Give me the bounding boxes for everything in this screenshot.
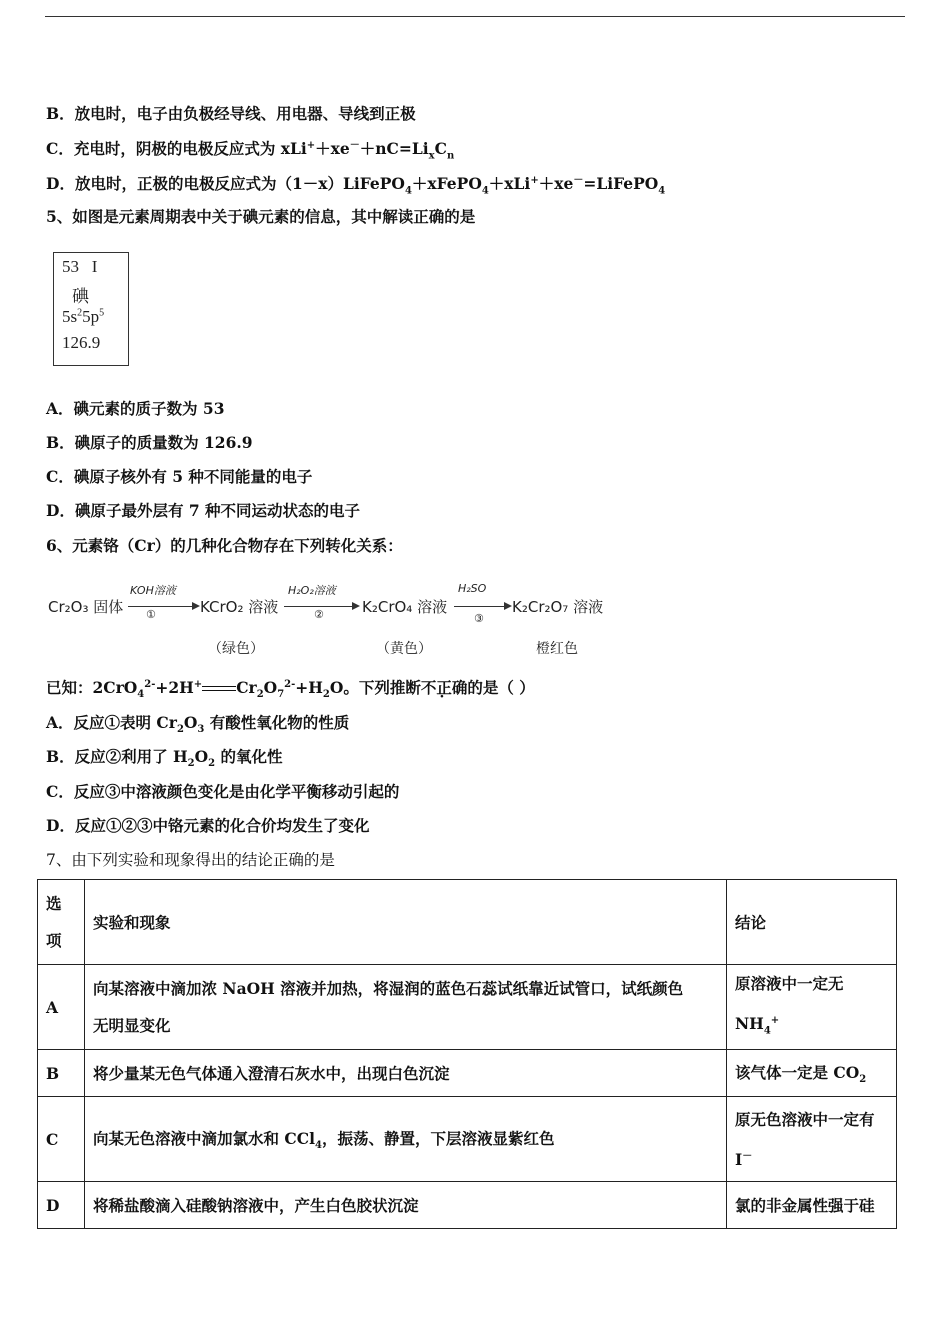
electron-config: [62, 307, 104, 327]
arrow-label-2: H₂O₂溶液: [288, 584, 336, 597]
row-conclusion: [727, 965, 897, 1050]
species-k2cr2o7: K₂Cr₂O₇ 溶液: [512, 598, 604, 616]
config-part: 5s: [62, 307, 78, 326]
subscript: 2: [322, 689, 330, 701]
option-text: ＋xe: [538, 174, 574, 194]
subscript: 2: [859, 1074, 867, 1086]
row-conclusion: [727, 1050, 897, 1097]
option-text: =LiFePO: [583, 174, 659, 194]
superscript: －: [742, 1150, 753, 1162]
row-conclusion: [727, 1097, 897, 1182]
row-key: A: [38, 965, 85, 1050]
arrow-3: [454, 606, 510, 607]
cell-text: 向某溶液中滴加浓 NaOH 溶液并加热，将湿润的蓝色石蕊试纸靠近试管口，试纸颜色: [93, 979, 684, 999]
option-text: ＋xLi: [488, 174, 531, 194]
known-text: O: [263, 678, 278, 697]
subscript: 4: [481, 185, 489, 197]
prev-option-b: [46, 102, 416, 124]
cell-text: ，振荡、静置，下层溶液显紫红色: [321, 1129, 555, 1149]
q5-option-c: C．碘原子核外有 5 种不同能量的电子: [46, 467, 313, 486]
subscript: 2: [256, 689, 264, 701]
superscript: 2-: [144, 678, 156, 690]
species-k2cro4: K₂CrO₄ 溶液: [362, 598, 448, 616]
cr-conversion-scheme: [46, 578, 626, 658]
q7-stem: 7、由下列实验和现象得出的结论正确的是: [46, 851, 335, 869]
question-text: 6、元素铬（Cr）的几种化合物存在下列转化关系：: [46, 536, 403, 555]
option-text: B．放电时，电子由负极经导线、用电器、导线到正极: [46, 104, 416, 123]
emphasis-text: 不正确: [420, 678, 468, 697]
superscript: 2-: [284, 678, 296, 690]
q5-option-b: B．碘原子的质量数为 126.9: [46, 433, 253, 452]
element-number-symbol: [62, 257, 97, 277]
row-conclusion: 氯的非金属性强于硅: [727, 1182, 897, 1229]
subscript: 4: [404, 185, 412, 197]
cell-text: 原溶液中一定无: [735, 974, 844, 993]
table-row: [38, 1050, 897, 1097]
header-text: 选: [46, 894, 62, 913]
header-rule: [45, 16, 905, 17]
subscript: x: [428, 150, 435, 162]
header-option: [38, 880, 85, 965]
header-conclusion: 结论: [727, 880, 897, 965]
arrow-number-3: ③: [474, 612, 484, 625]
superscript: －: [573, 175, 584, 186]
option-text: ＋nC=Li: [359, 139, 429, 159]
row-experiment: [85, 965, 727, 1050]
q5-option-a: A．碘元素的质子数为 53: [46, 399, 225, 418]
arrow-2: [284, 606, 358, 607]
row-experiment: 将少量某无色气体通入澄清石灰水中，出现白色沉淀: [85, 1050, 727, 1097]
row-key: B: [38, 1050, 85, 1097]
cell-text: 原无色溶液中一定有: [735, 1109, 875, 1129]
atomic-mass: 126.9: [62, 333, 101, 352]
q7-table: [37, 879, 897, 1229]
option-text: ＋xe: [315, 139, 350, 159]
table-row: [38, 1182, 897, 1229]
superscript: +: [306, 140, 316, 151]
q6-stem: [46, 534, 403, 556]
subscript: 2: [208, 758, 216, 770]
subscript: 4: [658, 185, 666, 197]
arrow-number-2: ②: [314, 608, 324, 621]
q6-option-a: [46, 711, 349, 735]
known-text: Cr: [236, 678, 257, 697]
option-text: C: [434, 139, 447, 159]
cell-text: 无明显变化: [93, 1016, 171, 1036]
arrow-label-3: H₂SO: [458, 582, 487, 595]
superscript: 2: [77, 307, 83, 319]
cell-text: 该气体一定是 CO: [735, 1063, 860, 1083]
subscript: 4: [137, 689, 145, 701]
cell-text: 向某无色溶液中滴加氯水和 CCl: [93, 1129, 315, 1149]
q5-stem: [46, 205, 475, 227]
subscript: 4: [314, 1140, 322, 1152]
q6-known: [46, 676, 535, 700]
color-green: （绿色）: [208, 641, 264, 657]
row-key: D: [38, 1182, 85, 1229]
species-cr2o3: Cr₂O₃ 固体: [48, 598, 124, 616]
prev-option-c: [46, 136, 454, 161]
iodine-element-card: [53, 252, 129, 366]
table-row: [38, 1097, 897, 1182]
superscript: －: [349, 140, 360, 151]
subscript: 2: [176, 724, 184, 736]
q6-option-c: C．反应③中溶液颜色变化是由化学平衡移动引起的: [46, 782, 400, 801]
option-text: ＋xFePO: [411, 174, 482, 194]
color-yellow: （黄色）: [376, 641, 432, 657]
row-key: C: [38, 1097, 85, 1182]
option-text: 有酸性氧化物的性质: [204, 713, 350, 732]
cell-text: NH: [735, 1014, 764, 1034]
subscript: 3: [197, 724, 205, 736]
species-kcro2: KCrO₂ 溶液: [200, 598, 279, 616]
arrow-1: [128, 606, 198, 607]
row-experiment: 将稀盐酸滴入硅酸钠溶液中，产生白色胶状沉淀: [85, 1182, 727, 1229]
q6-option-d: D．反应①②③中铬元素的化合价均发生了变化: [46, 816, 370, 835]
option-text: D．放电时，正极的电极反应式为（1－x）LiFePO: [46, 174, 405, 194]
arrow-label-1: KOH溶液: [130, 584, 176, 597]
option-text: O: [183, 713, 198, 732]
subscript: 7: [277, 689, 285, 701]
equilibrium-arrow-icon: [202, 684, 236, 694]
table-row: [38, 965, 897, 1050]
superscript: +: [193, 678, 203, 690]
option-text: C．充电时，阴极的电极反应式为 xLi: [46, 139, 307, 159]
known-text: O。下列推断: [329, 678, 421, 697]
atomic-number: 53: [62, 257, 79, 276]
option-text: A．反应①表明 Cr: [46, 713, 177, 732]
known-text: 已知：2CrO: [46, 678, 138, 697]
cell-text: I: [735, 1149, 743, 1169]
header-experiment: 实验和现象: [85, 880, 727, 965]
superscript: +: [770, 1015, 780, 1026]
subscript: 2: [187, 758, 195, 770]
superscript: 5: [99, 307, 105, 319]
known-text: +2H: [155, 678, 194, 697]
q5-option-d: D．碘原子最外层有 7 种不同运动状态的电子: [46, 501, 361, 520]
prev-option-d: [46, 171, 665, 196]
arrow-number-1: ①: [146, 608, 156, 621]
row-experiment: [85, 1097, 727, 1182]
question-text: 5、如图是元素周期表中关于碘元素的信息，其中解读正确的是: [46, 207, 476, 226]
known-text: +H: [295, 678, 323, 697]
element-symbol: I: [91, 257, 98, 276]
table-header-row: [38, 880, 897, 965]
q6-option-b: [46, 745, 283, 769]
known-text: 的是（ ）: [467, 678, 535, 697]
option-text: O: [194, 747, 209, 766]
option-text: 的氧化性: [215, 747, 283, 766]
config-part: 5p: [82, 307, 100, 326]
element-name: 碘: [72, 287, 89, 307]
header-text: 项: [46, 931, 62, 950]
superscript: +: [530, 175, 539, 186]
color-orange-red: 橙红色: [536, 641, 578, 657]
option-text: B．反应②利用了 H: [46, 747, 188, 766]
subscript: 4: [763, 1025, 771, 1037]
subscript: n: [446, 150, 455, 162]
